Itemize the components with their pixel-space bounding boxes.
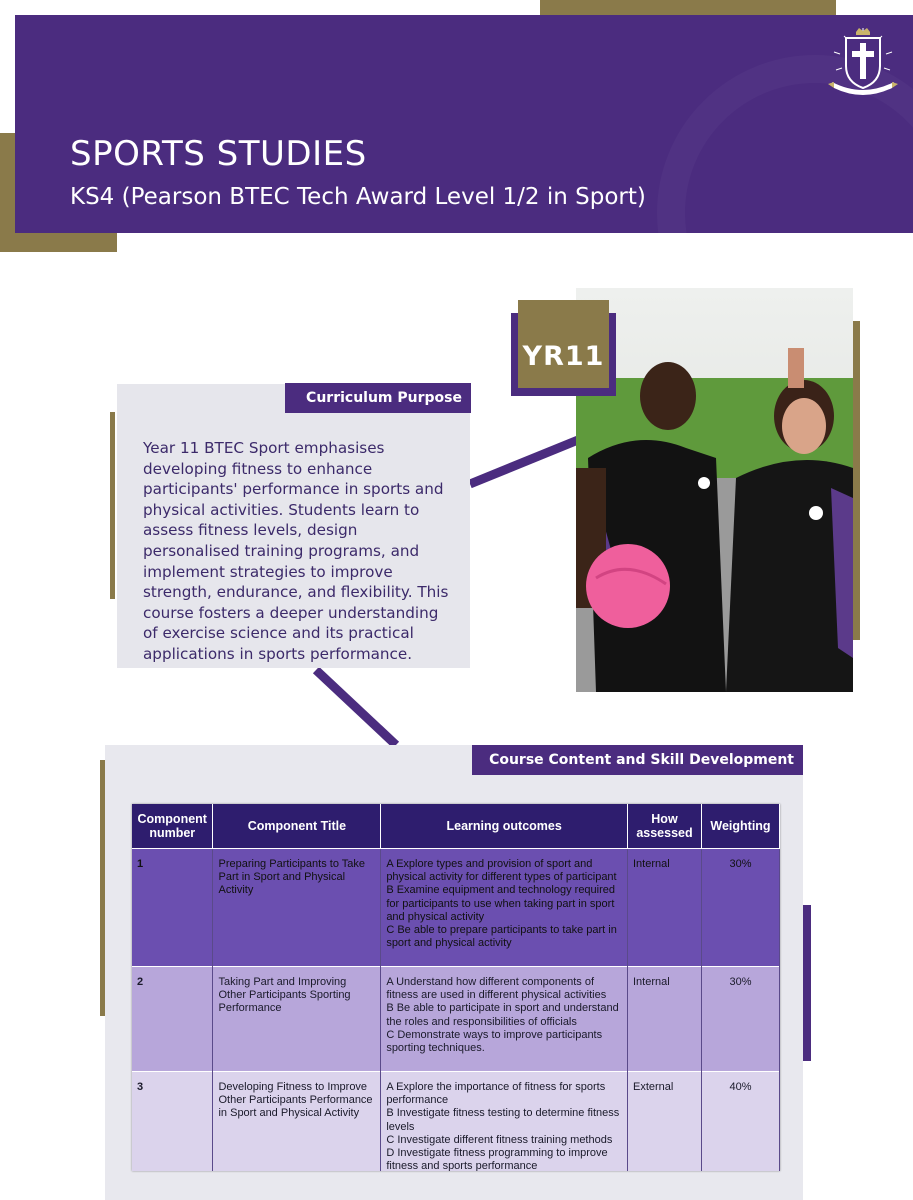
page-subtitle: KS4 (Pearson BTEC Tech Award Level 1/2 in Sport) bbox=[70, 184, 646, 210]
outcome: A Explore the importance of fitness for sports performance bbox=[386, 1081, 606, 1107]
outcome: B Investigate fitness testing to determine fitness levels bbox=[386, 1107, 620, 1133]
curriculum-text: Year 11 BTEC Sport emphasises developing fitness to enhance participants' performance in sports and physical activities. Students learn to assess fitness levels, design personalised training programs, and implement strategies to improve strength, endurance, and flexibility. This course fosters a deeper understanding of exercise science and its practical applications in sports performance. bbox=[143, 439, 449, 663]
curriculum-heading: Curriculum Purpose bbox=[285, 383, 471, 413]
learning-outcomes bbox=[381, 967, 628, 1072]
assessment-type: Internal bbox=[628, 849, 702, 967]
column-header: Component Title bbox=[213, 804, 381, 849]
cc-purple-bar bbox=[803, 905, 811, 1061]
weighting: 30% bbox=[701, 967, 779, 1072]
photo-gold-bar bbox=[853, 321, 860, 640]
outcome: A Understand how different components of fitness are used in different physical activities bbox=[386, 976, 607, 1002]
learning-outcomes bbox=[381, 1072, 628, 1172]
cp-gold-bar bbox=[110, 412, 115, 599]
column-header: Component number bbox=[132, 804, 213, 849]
page-title: SPORTS STUDIES bbox=[70, 134, 367, 174]
component-number: 3 bbox=[132, 1072, 213, 1172]
weighting: 30% bbox=[701, 849, 779, 967]
component-title: Taking Part and Improving Other Participants Sporting Performance bbox=[213, 967, 381, 1072]
outcome: C Be able to prepare participants to take part in sport and physical activity bbox=[386, 924, 617, 950]
outcome: A Explore types and provision of sport and physical activity for different types of participant bbox=[386, 858, 617, 884]
year-badge: YR11 bbox=[518, 300, 609, 388]
outcome: D Investigate fitness programming to improve fitness and sports performance bbox=[386, 1147, 608, 1171]
learning-outcomes bbox=[381, 849, 628, 967]
students-photo bbox=[576, 288, 853, 692]
column-header: How assessed bbox=[628, 804, 702, 849]
table-row bbox=[132, 967, 780, 1072]
outcome: C Demonstrate ways to improve participants sporting techniques. bbox=[386, 1028, 603, 1055]
component-title: Developing Fitness to Improve Other Participants Performance in Sport and Physical Activity bbox=[213, 1072, 381, 1172]
course-heading: Course Content and Skill Development bbox=[472, 745, 803, 775]
table-header-row bbox=[132, 804, 780, 849]
weighting: 40% bbox=[701, 1072, 779, 1172]
assessment-type: External bbox=[628, 1072, 702, 1172]
component-number: 1 bbox=[132, 849, 213, 967]
column-header: Weighting bbox=[701, 804, 779, 849]
outcome: B Be able to participate in sport and understand the roles and responsibilities of officials bbox=[386, 1002, 619, 1028]
component-title: Preparing Participants to Take Part in Sport and Physical Activity bbox=[213, 849, 381, 967]
outcome: B Examine equipment and technology required for participants to use when taking part in sport and physical activity bbox=[386, 884, 616, 923]
outcome: C Investigate different fitness training methods bbox=[386, 1133, 613, 1146]
assessment-type: Internal bbox=[628, 967, 702, 1072]
table-row bbox=[132, 849, 780, 967]
course-table bbox=[132, 804, 780, 1171]
table-row bbox=[132, 1072, 780, 1172]
component-number: 2 bbox=[132, 967, 213, 1072]
column-header: Learning outcomes bbox=[381, 804, 628, 849]
